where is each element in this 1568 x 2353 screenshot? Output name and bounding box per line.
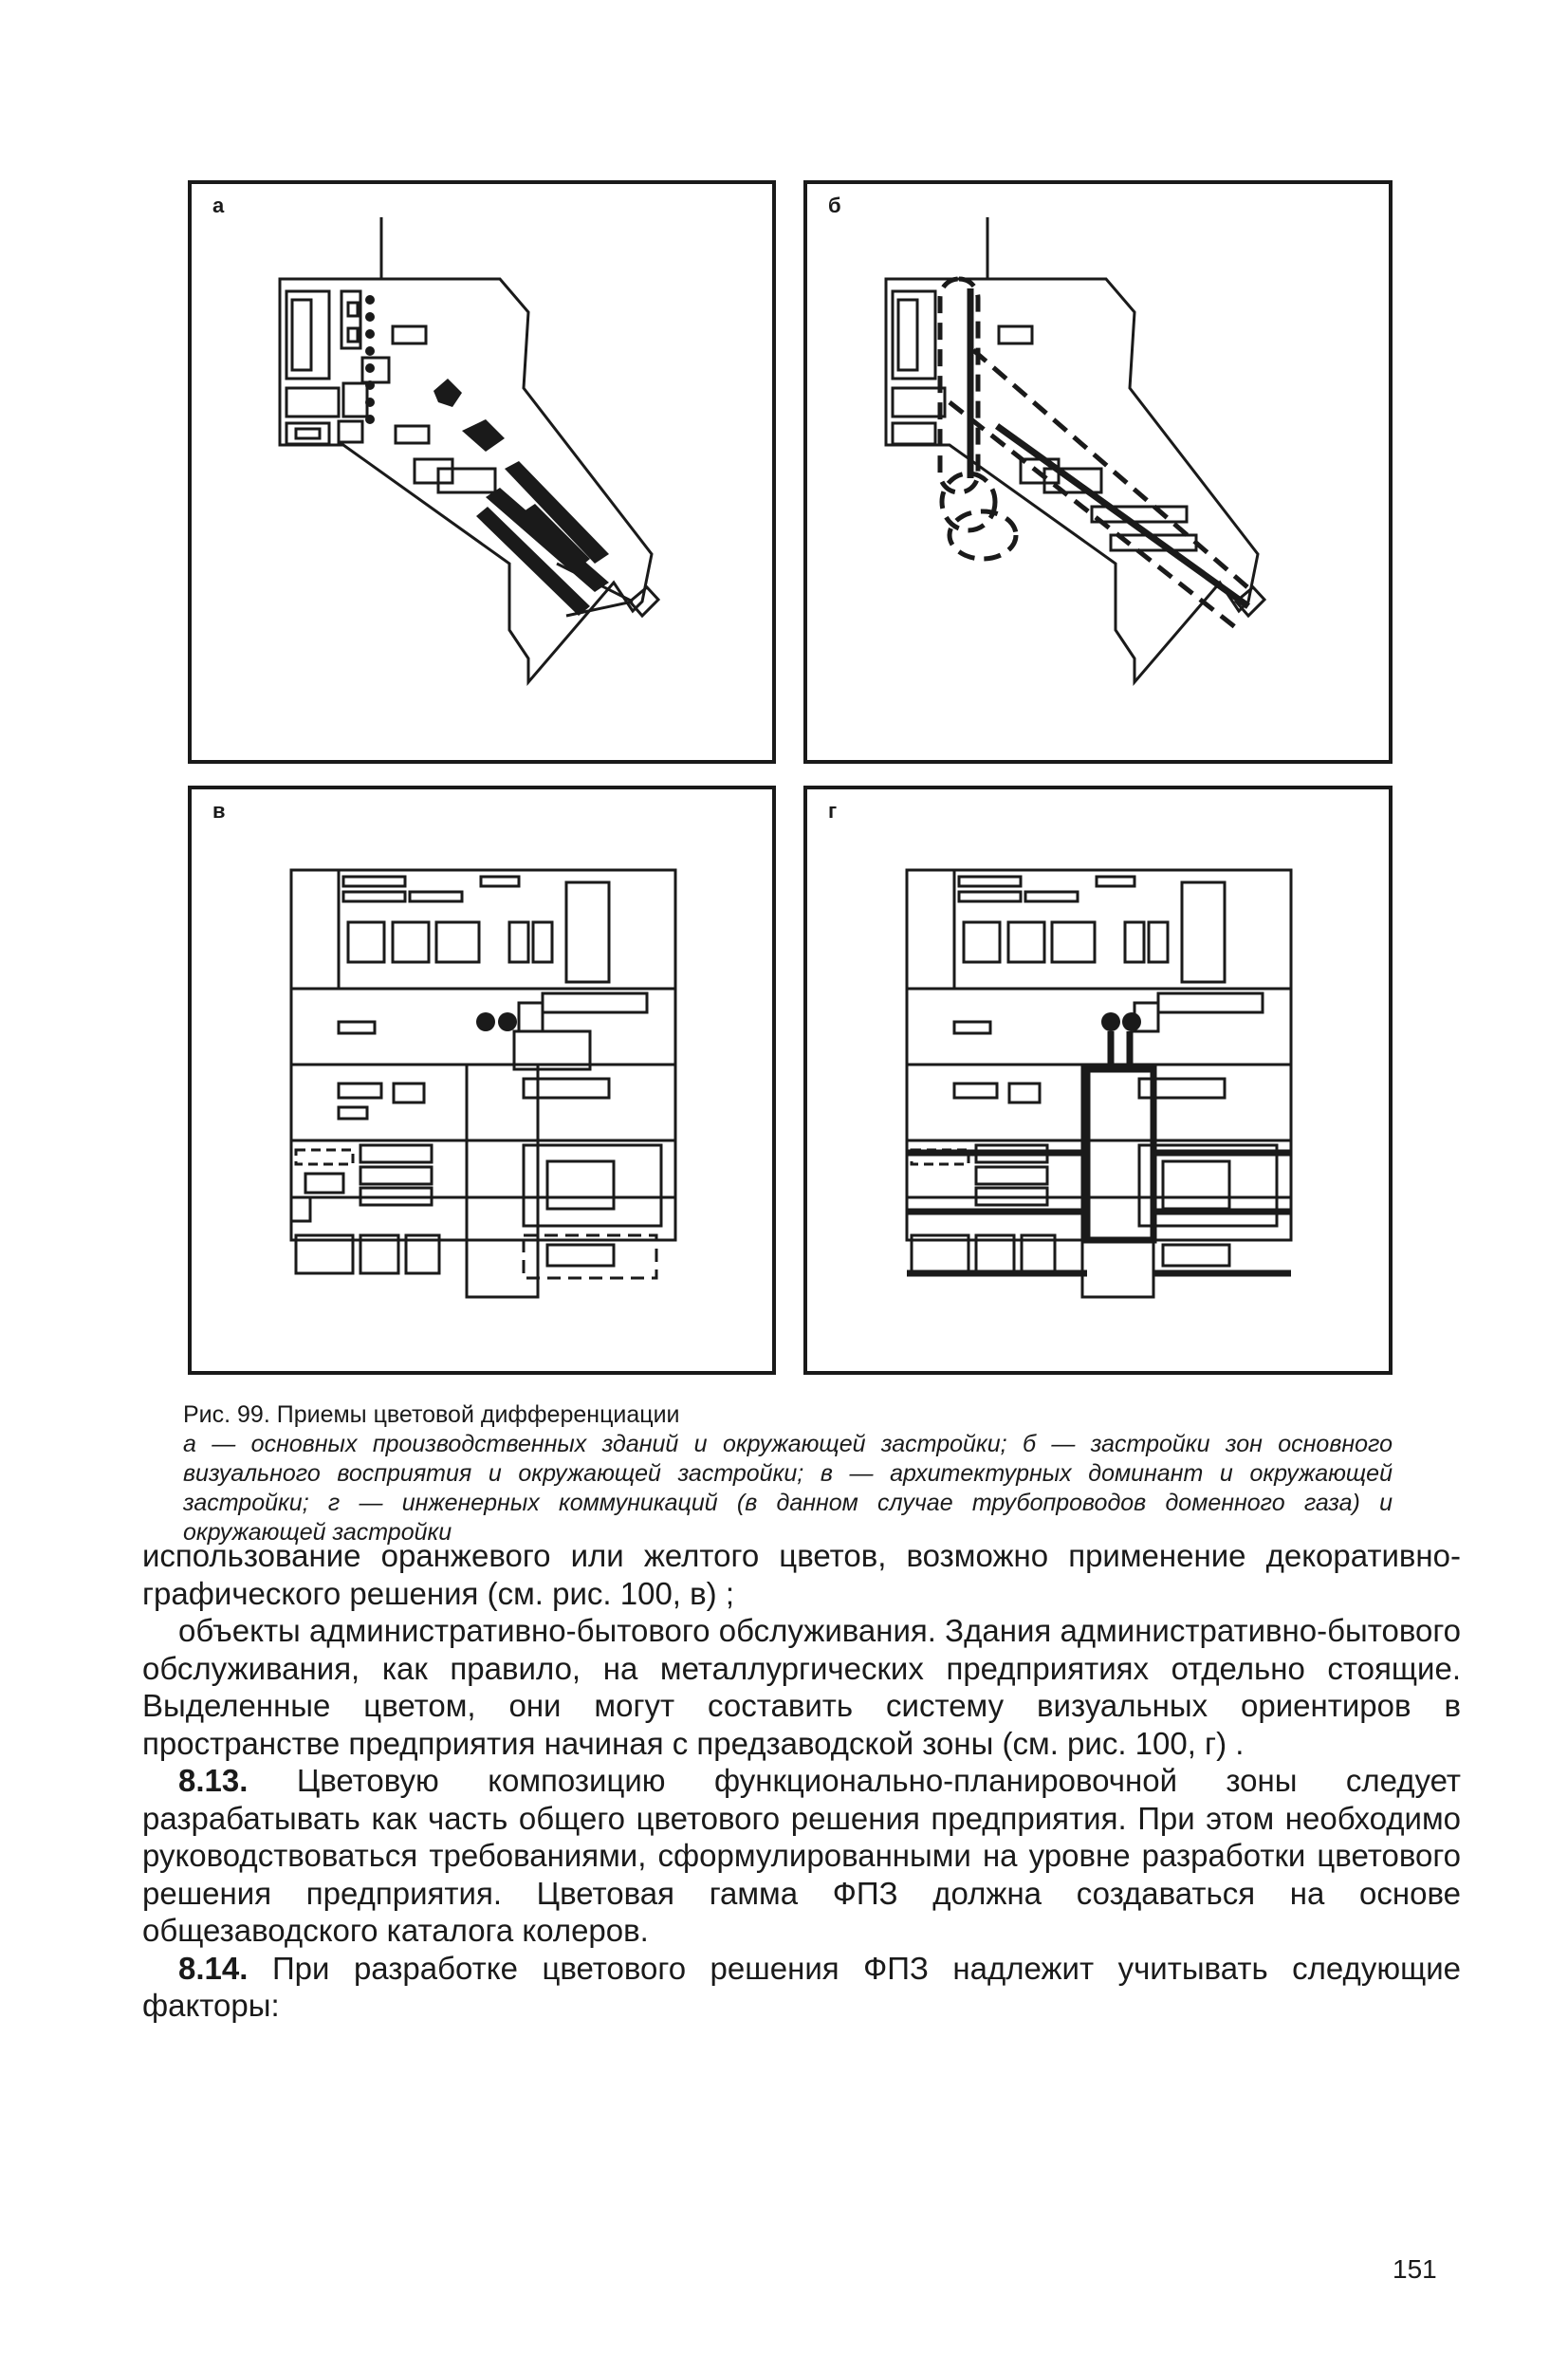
body-text	[142, 1537, 1461, 2025]
paragraph-text: При разработке цветового решения ФПЗ надлежит учитывать следующие факторы:	[142, 1950, 1461, 2023]
site-plan-a-drawing	[192, 184, 772, 760]
figure-panel-b	[803, 180, 1393, 764]
figure-panel-g	[803, 786, 1393, 1375]
site-plan-g-drawing	[807, 789, 1389, 1371]
section-number: 8.14.	[178, 1950, 249, 1986]
figure-panel-v	[188, 786, 776, 1375]
paragraph-section-8-13	[142, 1762, 1461, 1950]
section-number: 8.13.	[178, 1763, 249, 1798]
paragraph-text: Цветовую композицию функционально-планировочной зоны следует разрабатывать как часть общего цветового решения предприятия. При этом необходимо руководствоваться требованиями, сформулированными на уровне разработки цветового решения предприятия. Цветовая гамма ФПЗ должна создаваться на основе общезаводского каталога колеров.	[142, 1763, 1461, 1948]
paragraph: использование оранжевого или желтого цветов, возможно применение декоративно-графического решения (см. рис. 100, в) ;	[142, 1538, 1461, 1611]
site-plan-b-drawing	[807, 184, 1389, 760]
panel-label: а	[212, 194, 225, 217]
panel-label: б	[828, 194, 841, 217]
site-plan-v-drawing	[192, 789, 772, 1371]
paragraph-section-8-14	[142, 1950, 1461, 2025]
panel-label: в	[212, 799, 226, 823]
paragraph: объекты административно-бытового обслуживания. Здания административно-бытового обслуживания, как правило, на металлургических предприятиях отдельно стоящие. Выделенные цветом, они могут составить систему визуальных ориентиров в пространстве предприятия начиная с предзаводской зоны (см. рис. 100, г) .	[142, 1613, 1461, 1761]
caption-title: Рис. 99. Приемы цветовой дифференциации	[183, 1401, 680, 1428]
figure-panel-a	[188, 180, 776, 764]
caption-body: а — основных производственных зданий и окружающей застройки; б — застройки зон основного визуального восприятия и окружающей застройки; в — архитектурных доминант и окружающей застройки; г — инженерных коммуникаций (в данном случае трубопроводов доменного газа) и окружающей застройки	[183, 1431, 1393, 1546]
figure-caption	[183, 1400, 1393, 1547]
panel-label: г	[828, 799, 838, 823]
page-number: 151	[1393, 2254, 1437, 2284]
